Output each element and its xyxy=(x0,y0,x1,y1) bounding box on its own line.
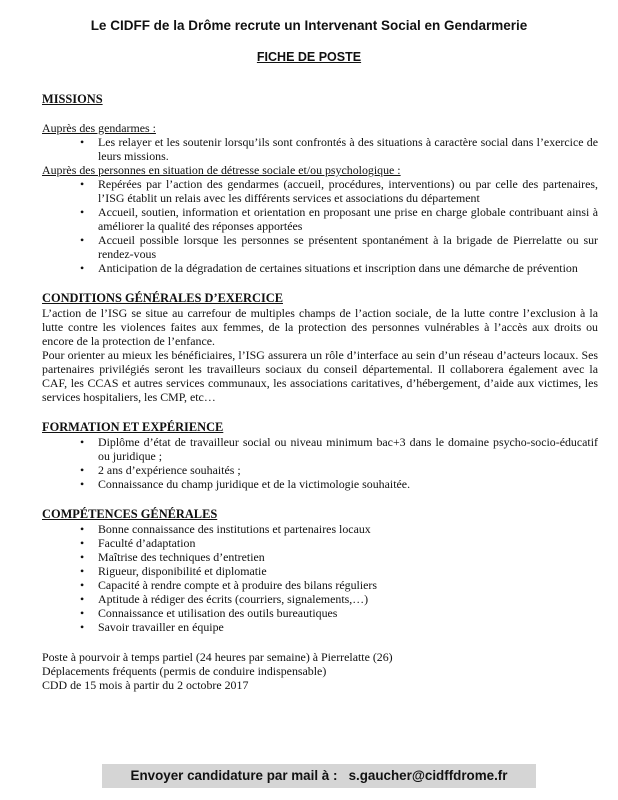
conditions-title: CONDITIONS GÉNÉRALES D’EXERCICE xyxy=(42,291,283,305)
document-title: Le CIDFF de la Drôme recrute un Intervenant Social en Gendarmerie xyxy=(90,18,528,33)
list-item: • 2 ans d’expérience souhaités ; xyxy=(98,463,598,477)
list-item: • Faculté d’adaptation xyxy=(98,536,598,550)
list-item: • Savoir travailler en équipe xyxy=(98,620,598,634)
list-item: • Diplôme d’état de travailleur social ou niveau minimum bac+3 dans le domaine psycho-socio-éducatif ou juridique ; xyxy=(98,435,598,463)
application-banner xyxy=(102,764,536,788)
list-item: • Les relayer et les soutenir lorsqu’ils sont confrontés à des situations à caractère social dans l’exercice de leurs missions. xyxy=(98,135,598,163)
missions-title: MISSIONS xyxy=(42,92,103,106)
list-item: • Bonne connaissance des institutions et partenaires locaux xyxy=(98,522,598,536)
missions-group-gendarmes-label: Auprès des gendarmes : xyxy=(42,121,156,135)
list-item: • Connaissance du champ juridique et de la victimologie souhaitée. xyxy=(98,477,598,491)
conditions-paragraph: L’action de l’ISG se situe au carrefour de multiples champs de l’action sociale, de la lutte contre l’exclusion à la lutte contre les violences faites aux femmes, de la protection des personnes vulnérables à l’accès aux droits ou encore de la protection de l’enfance. xyxy=(42,306,598,348)
list-item: • Connaissance et utilisation des outils bureautiques xyxy=(98,606,598,620)
document-body xyxy=(42,92,598,692)
conditions-paragraph: Pour orienter au mieux les bénéficiaires, l’ISG assurera un rôle d’interface au sein d’un réseau d’acteurs locaux. Ses partenaires privilégiés seront les travailleurs sociaux du conseil départemental. Il collaborera également avec la CAF, les CCAS et autres services communaux, les associations caritatives, d’hébergement, d’aide aux victimes, les services hospitaliers, les CMP, etc… xyxy=(42,348,598,404)
formation-title: FORMATION ET EXPÉRIENCE xyxy=(42,420,224,434)
missions-group-personnes-list xyxy=(42,177,598,275)
document-subtitle: FICHE DE POSTE xyxy=(256,50,362,64)
list-item: • Capacité à rendre compte et à produire des bilans réguliers xyxy=(98,578,598,592)
application-label: Envoyer candidature par mail à : xyxy=(130,768,338,783)
detail-line: CDD de 15 mois à partir du 2 octobre 2017 xyxy=(42,678,249,692)
list-item: • Aptitude à rédiger des écrits (courriers, signalements,…) xyxy=(98,592,598,606)
missions-group-gendarmes-list xyxy=(42,135,598,163)
list-item: • Accueil possible lorsque les personnes se présentent spontanément à la brigade de Pierrelatte ou sur rendez-vous xyxy=(98,233,598,261)
list-item: • Anticipation de la dégradation de certaines situations et inscription dans une démarche de prévention xyxy=(98,261,598,275)
competences-list xyxy=(42,522,598,634)
job-details xyxy=(42,650,598,692)
list-item: • Maîtrise des techniques d’entretien xyxy=(98,550,598,564)
detail-line: Poste à pourvoir à temps partiel (24 heures par semaine) à Pierrelatte (26) xyxy=(42,650,393,664)
competences-title: COMPÉTENCES GÉNÉRALES xyxy=(42,507,218,521)
application-email[interactable]: s.gaucher@cidffdrome.fr xyxy=(348,768,508,783)
list-item: • Repérées par l’action des gendarmes (accueil, procédures, interventions) ou par celle des partenaires, l’ISG établit un relais avec les différents services et associations du département xyxy=(98,177,598,205)
detail-line: Déplacements fréquents (permis de conduire indispensable) xyxy=(42,664,327,678)
list-item: • Accueil, soutien, information et orientation en proposant une prise en charge globale contribuant ainsi à améliorer la qualité des réponses apportées xyxy=(98,205,598,233)
missions-group-personnes-label: Auprès des personnes en situation de détresse sociale et/ou psychologique : xyxy=(42,163,401,177)
list-item: • Rigueur, disponibilité et diplomatie xyxy=(98,564,598,578)
formation-list xyxy=(42,435,598,491)
